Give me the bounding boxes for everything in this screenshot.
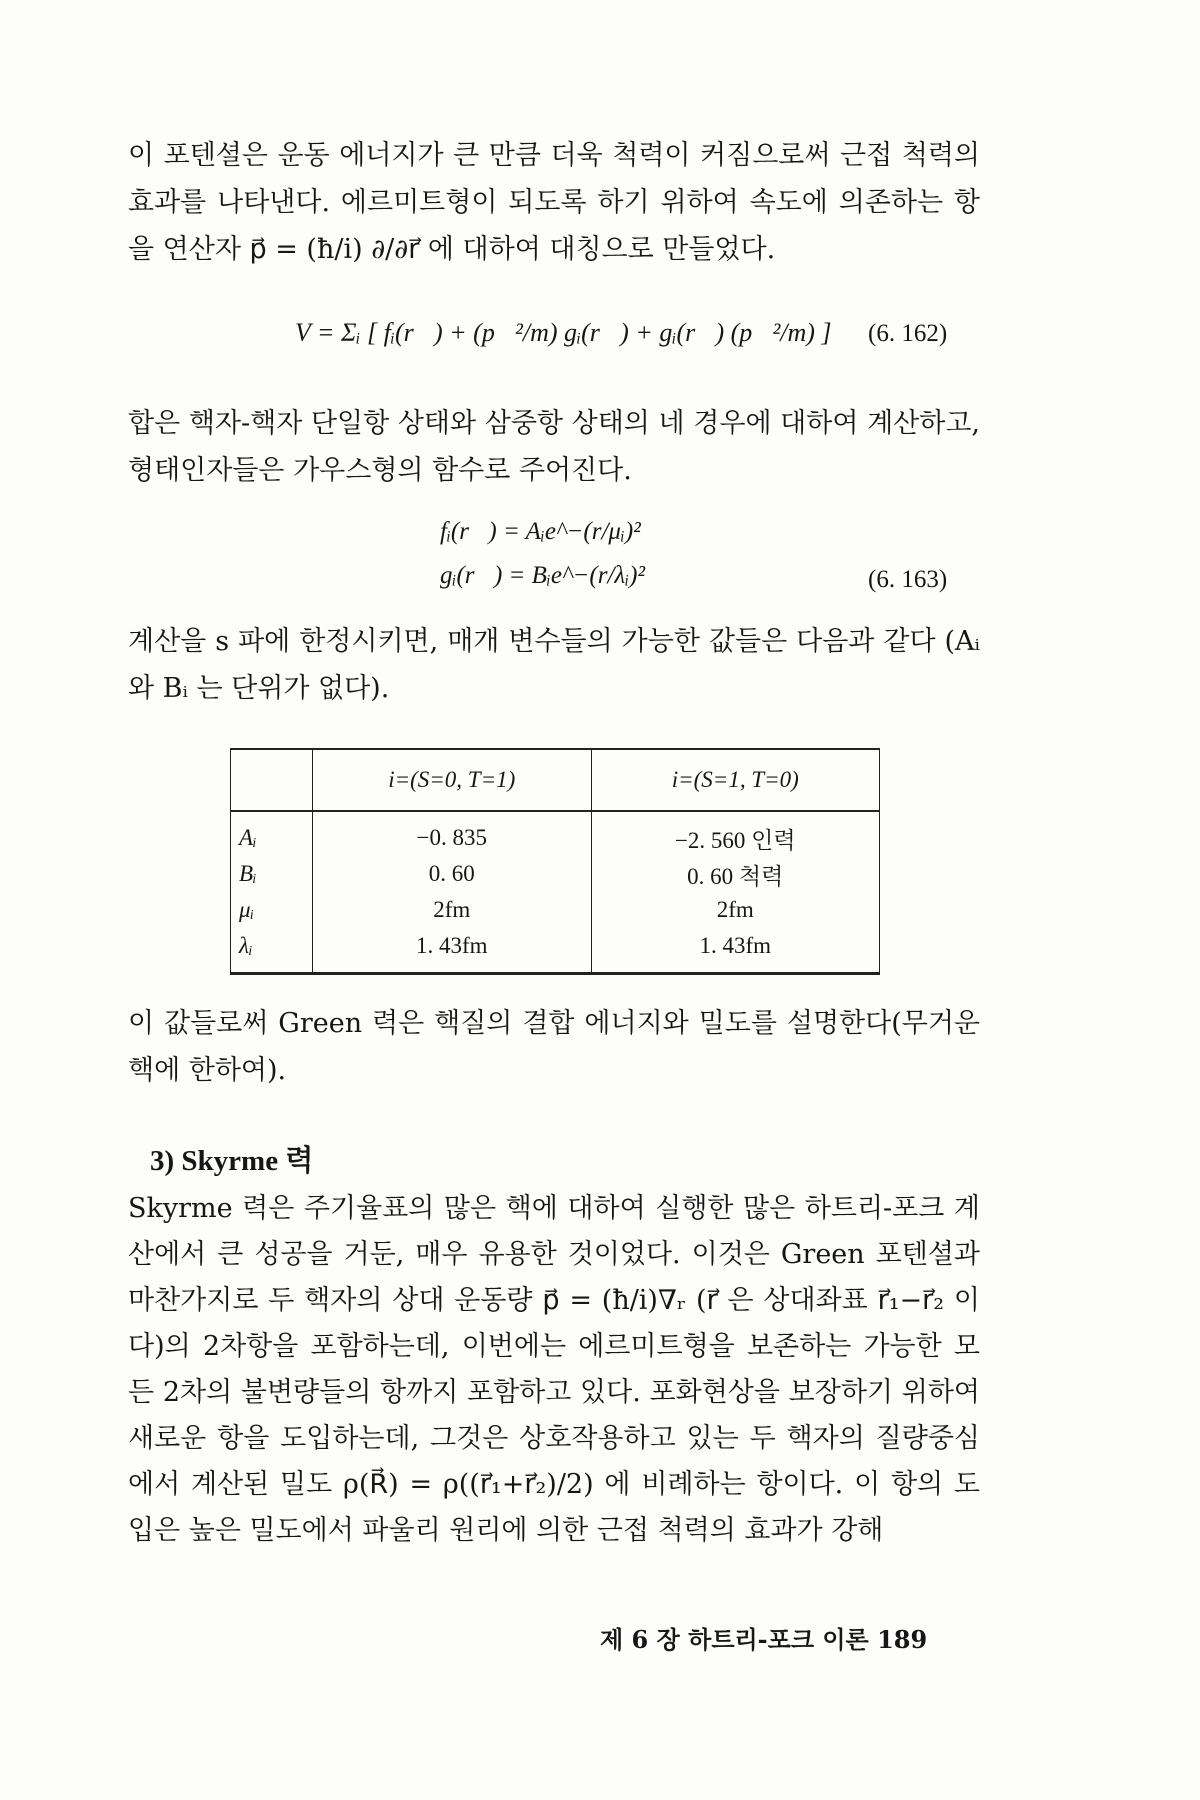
paragraph-3: 계산을 s 파에 한정시키면, 매개 변수들의 가능한 값들은 다음과 같다 (Aᵢ 와 Bᵢ 는 단위가 없다). <box>128 626 980 704</box>
equation-6-163-g: gᵢ(r⃗) = Bᵢe^−(r/λᵢ)² <box>440 562 645 589</box>
paragraph-2: 합은 핵자-핵자 단일항 상태와 삼중항 상태의 네 경우에 대하여 계산하고, 형태인자들은 가우스형의 함수로 주어진다. <box>128 408 980 486</box>
equation-6-162: V = Σᵢ [ fᵢ(r⃗) + (p⃗²/m) gᵢ(r⃗) + gᵢ(r⃗) (p⃗²/m) ] <box>295 318 832 347</box>
equation-6-163-f: fᵢ(r⃗) = Aᵢe^−(r/μᵢ)² <box>440 518 641 545</box>
table-cell: −0. 835 <box>312 811 591 856</box>
paragraph-5: Skyrme 력은 주기율표의 많은 핵에 대하여 실행한 많은 하트리-포크 계산에서 큰 성공을 거둔, 매우 유용한 것이었다. 이것은 Green 포텐셜과 마찬가지로 두 핵자의 상대 운동량 p⃗ = (ħ/i)∇ᵣ (r⃗ 은 상대좌표 r⃗₁−r⃗₂ 이다)의 2차항을 포함하는데, 이번에는 에르미트형을 보존하는 가능한 모든 2차의 불변량들의 항까지 포함하고 있다. 포화현상을 보장하기 위하여 새로운 항을 도입하는데, 그것은 상호작용하고 있는 두 핵자의 질량중심에서 계산된 밀도 ρ(R⃗) = ρ((r⃗₁+r⃗₂)/2) 에 비례하는 항이다. 이 항의 도입은 높은 밀도에서 파울리 원리에 의한 근접 척력의 효과가 강해 <box>128 1193 980 1546</box>
table-cell: 1. 43fm <box>591 928 879 974</box>
table-cell: 2fm <box>591 892 879 928</box>
table-cell: Bᵢ <box>231 856 313 892</box>
table-cell: μᵢ <box>231 892 313 928</box>
section-heading: 3) Skyrme 력 <box>150 1145 314 1177</box>
table-cell: −2. 560 인력 <box>591 811 879 856</box>
table-row <box>231 892 880 928</box>
parameter-table <box>230 748 880 975</box>
table-row <box>231 811 880 856</box>
table-cell: 0. 60 <box>312 856 591 892</box>
paragraph-4: 이 값들로써 Green 력은 핵질의 결합 에너지와 밀도를 설명한다(무거운 핵에 한하여). <box>128 1008 980 1086</box>
table-cell: 2fm <box>312 892 591 928</box>
table-cell: 1. 43fm <box>312 928 591 974</box>
table-header-row <box>231 749 880 811</box>
table-row <box>231 928 880 974</box>
table-header-cell: i=(S=1, T=0) <box>591 749 879 811</box>
page-footer: 제 6 장 하트리-포크 이론 189 <box>600 1625 928 1654</box>
table-cell: λᵢ <box>231 928 313 974</box>
table-header-cell: i=(S=0, T=1) <box>312 749 591 811</box>
equation-number-6-162: (6. 162) <box>868 320 948 347</box>
equation-number-6-163: (6. 163) <box>868 566 948 593</box>
table-row <box>231 856 880 892</box>
table-header-cell <box>231 749 313 811</box>
table-cell: Aᵢ <box>231 811 313 856</box>
paragraph-1: 이 포텐셜은 운동 에너지가 큰 만큼 더욱 척력이 커짐으로써 근접 척력의 효과를 나타낸다. 에르미트형이 되도록 하기 위하여 속도에 의존하는 항을 연산자 p⃗ = (ħ/i) ∂/∂r⃗ 에 대하여 대칭으로 만들었다. <box>128 140 980 265</box>
table-cell: 0. 60 척력 <box>591 856 879 892</box>
